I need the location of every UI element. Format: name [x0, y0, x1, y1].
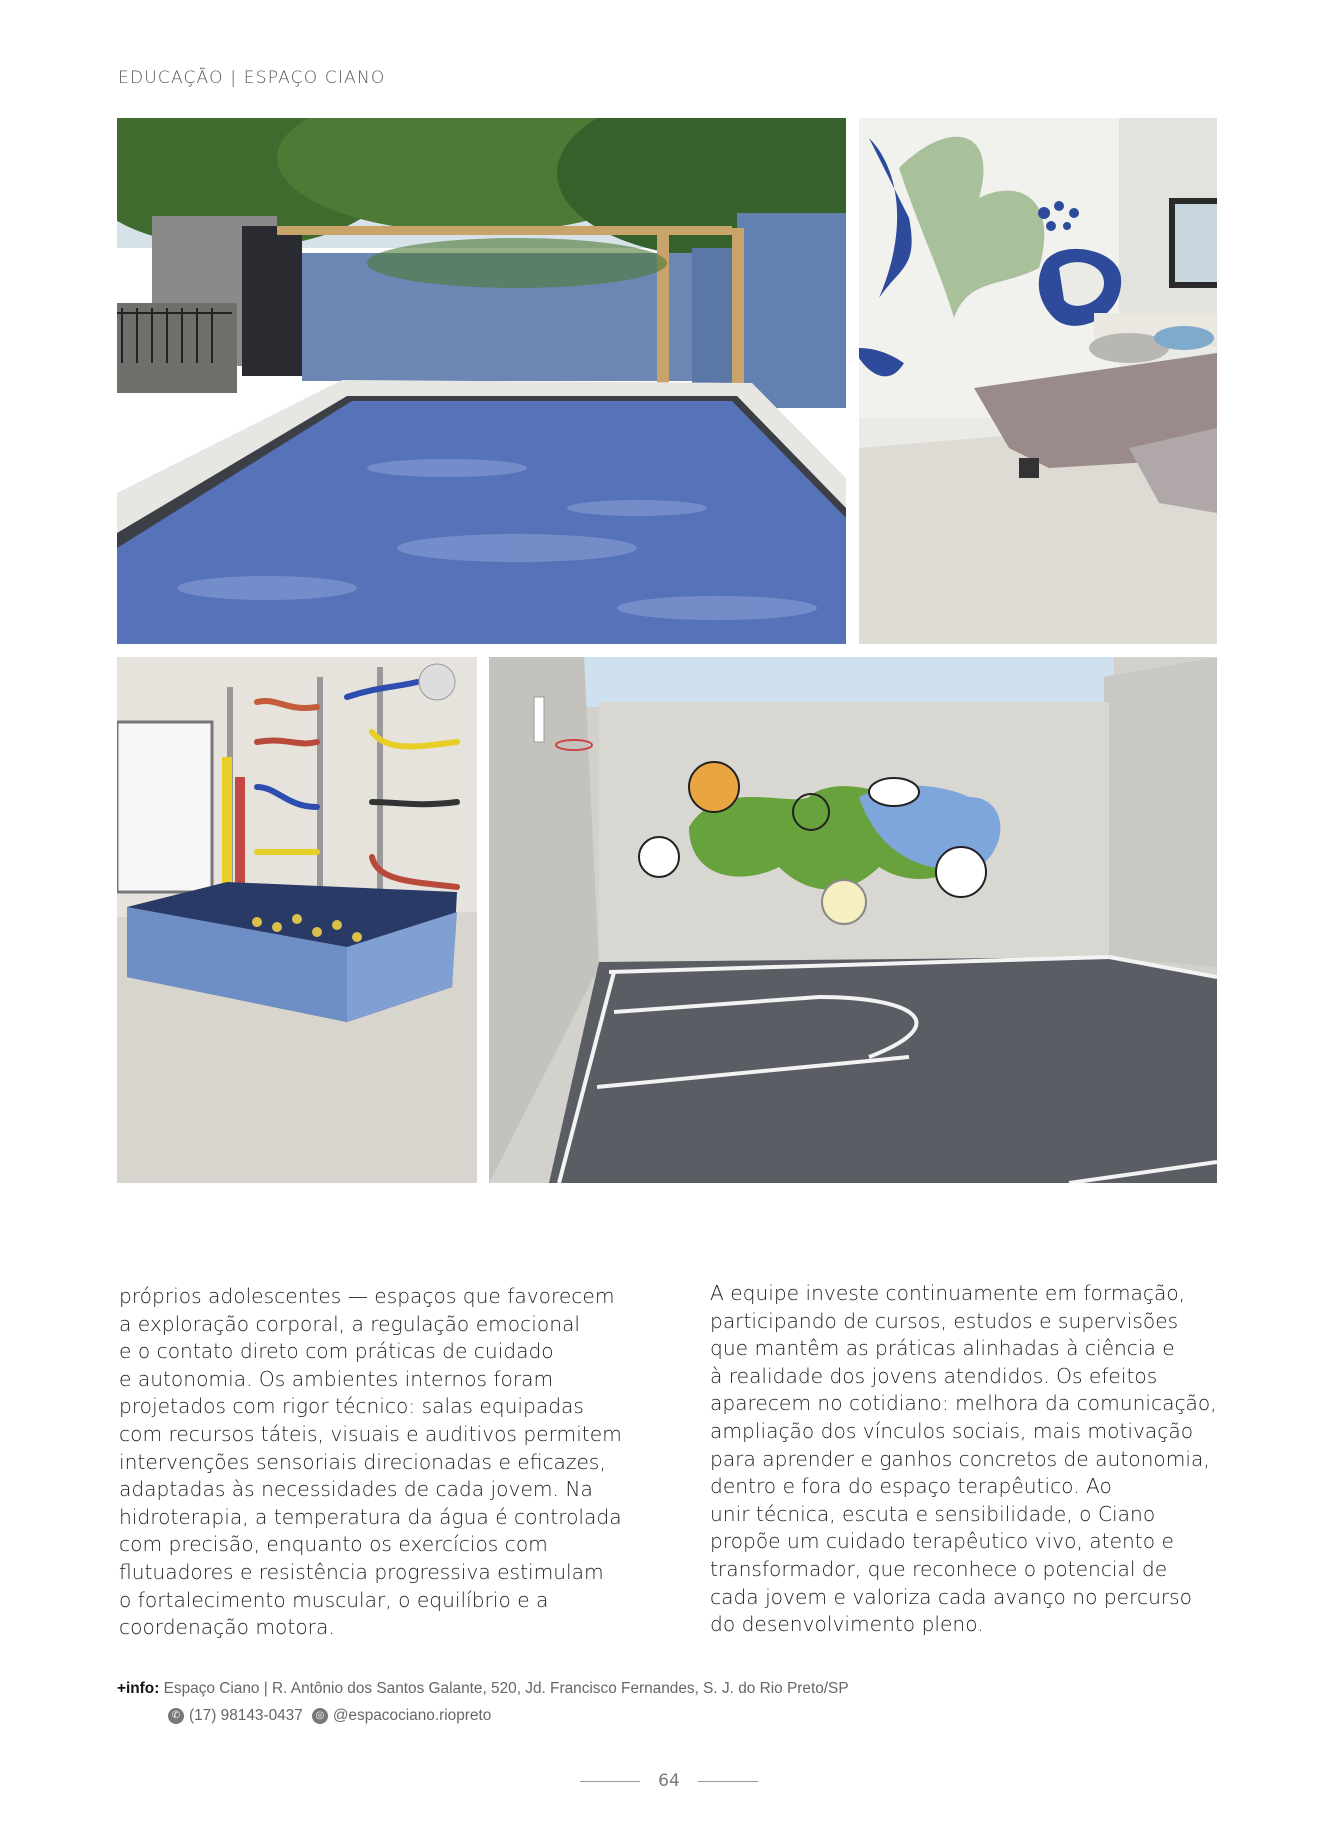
phone-number[interactable]: (17) 98143-0437 — [189, 1707, 303, 1724]
body-line: transformador, que reconhece o potencial de — [710, 1556, 1168, 1581]
body-line: adaptadas às necessidades de cada jovem. Na — [119, 1477, 593, 1502]
bedroom-photo — [859, 118, 1217, 644]
body-line: para aprender e ganhos concretos de autonomia, — [710, 1446, 1210, 1471]
page-folio — [579, 1771, 759, 1791]
folio-rule-right — [698, 1781, 758, 1782]
body-line: e autonomia. Os ambientes internos foram — [119, 1366, 554, 1391]
page-number: 64 — [658, 1771, 680, 1791]
article-column-right — [710, 1280, 1235, 1639]
info-address: Espaço Ciano | R. Antônio dos Santos Galante, 520, Jd. Francisco Fernandes, S. J. do Rio Preto/SP — [163, 1680, 849, 1697]
body-line: coordenação motora. — [119, 1615, 335, 1640]
info-label: +info: — [117, 1680, 160, 1697]
body-line: participando de cursos, estudos e supervisões — [710, 1308, 1179, 1333]
body-line: projetados com rigor técnico: salas equipadas — [119, 1394, 584, 1419]
body-line: o fortalecimento muscular, o equilíbrio e a — [119, 1587, 549, 1612]
instagram-icon: ◎ — [312, 1708, 328, 1724]
body-line: do desenvolvimento pleno. — [710, 1612, 984, 1637]
body-line: com recursos táteis, visuais e auditivos permitem — [119, 1421, 622, 1446]
folio-rule-left — [580, 1781, 640, 1782]
body-line: A equipe investe continuamente em formação, — [710, 1281, 1186, 1305]
body-line: que mantêm as práticas alinhadas à ciência e — [710, 1336, 1175, 1361]
body-line: ampliação dos vínculos sociais, mais motivação — [710, 1418, 1194, 1443]
sports-court-photo — [489, 657, 1217, 1183]
body-line: hidroterapia, a temperatura da água é controlada — [119, 1504, 622, 1529]
body-line: e o contato direto com práticas de cuidado — [119, 1339, 554, 1364]
body-line: com precisão, enquanto os exercícios com — [119, 1532, 548, 1557]
body-line: intervenções sensoriais direcionadas e eficazes, — [119, 1449, 606, 1474]
body-line: à realidade dos jovens atendidos. Os efeitos — [710, 1363, 1158, 1388]
contact-line — [168, 1707, 491, 1725]
body-line: dentro e fora do espaço terapêutico. Ao — [710, 1474, 1112, 1499]
info-line — [117, 1680, 849, 1698]
body-line: unir técnica, escuta e sensibilidade, o Ciano — [710, 1501, 1156, 1526]
pool-photo — [117, 118, 846, 644]
section-header: EDUCAÇÃO | ESPAÇO CIANO — [118, 68, 386, 88]
instagram-handle[interactable]: @espacociano.riopreto — [332, 1707, 492, 1724]
article-column-left — [119, 1283, 639, 1642]
body-line: próprios adolescentes — espaços que favorecem — [119, 1284, 615, 1308]
body-line: cada jovem e valoriza cada avanço no percurso — [710, 1584, 1193, 1609]
playroom-photo — [117, 657, 477, 1183]
body-line: flutuadores e resistência progressiva estimulam — [119, 1559, 604, 1584]
body-line: aparecem no cotidiano: melhora da comunicação, — [710, 1391, 1217, 1416]
body-line: a exploração corporal, a regulação emocional — [119, 1311, 580, 1336]
whatsapp-icon: ✆ — [168, 1708, 184, 1724]
body-line: propõe um cuidado terapêutico vivo, atento e — [710, 1529, 1174, 1554]
